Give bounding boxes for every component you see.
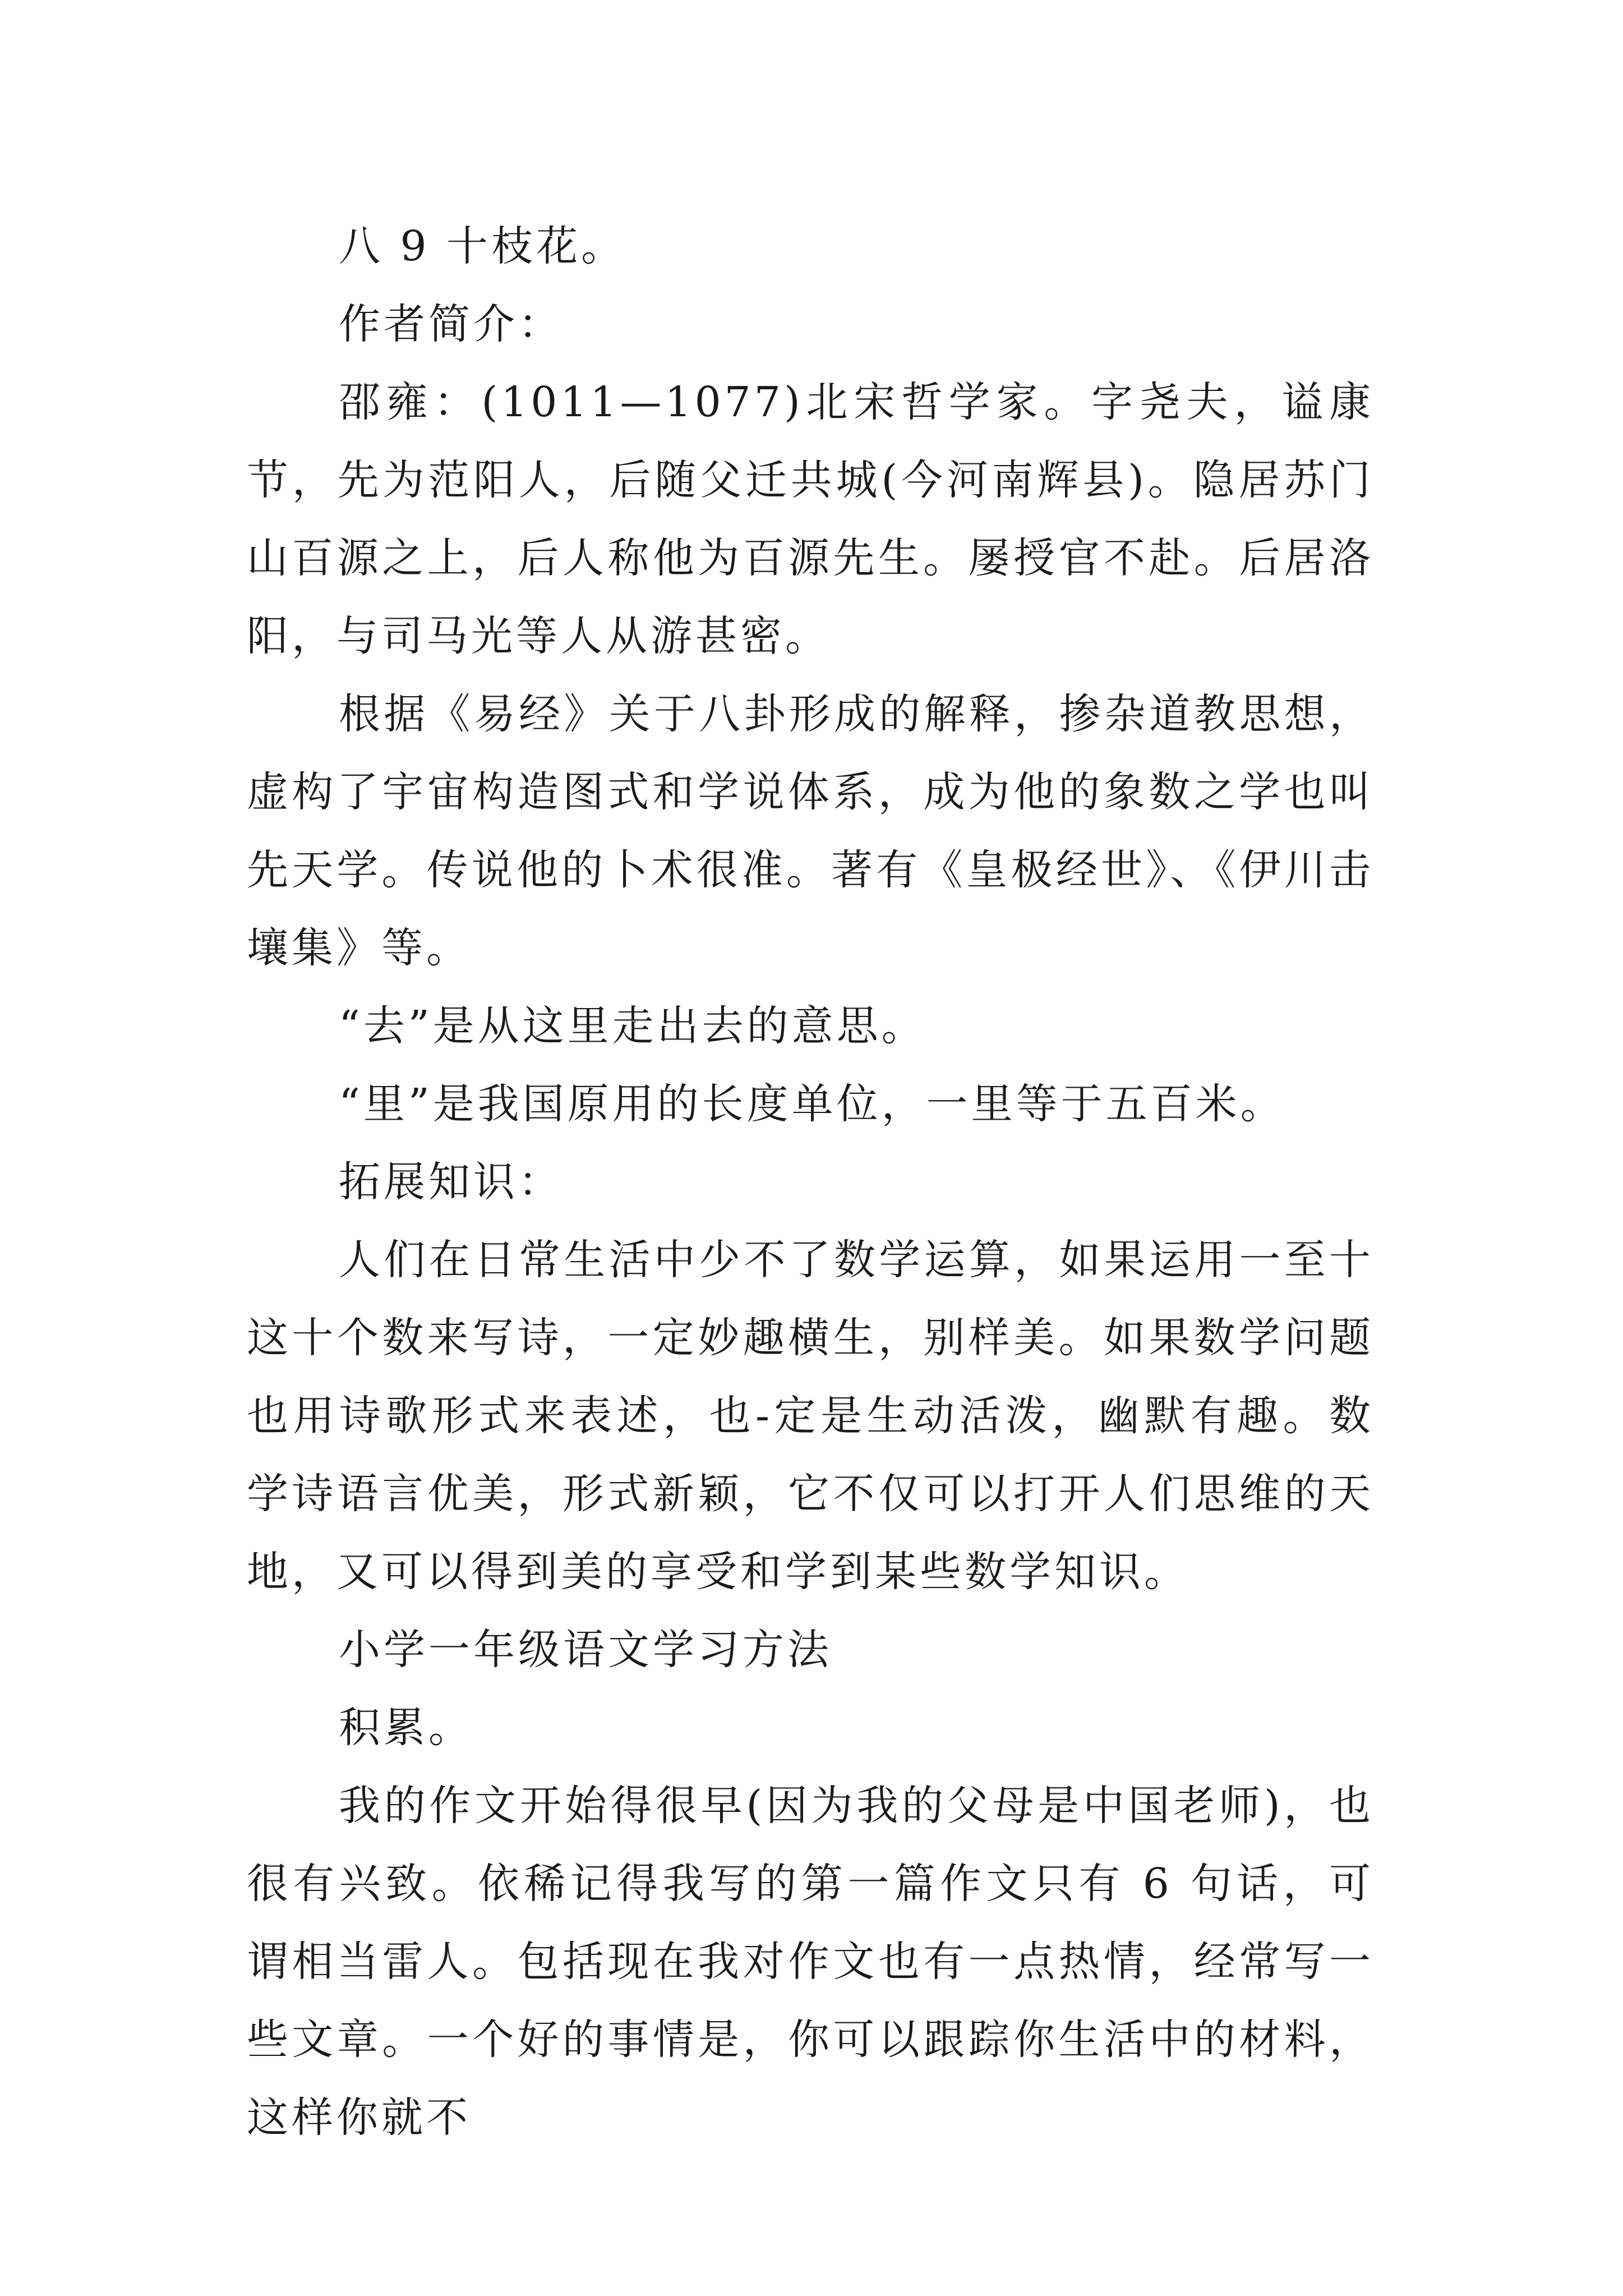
paragraph-author-bio: 邵雍：(1011—1077)北宋哲学家。字尧夫，谥康节，先为范阳人，后随父迁共城(今河南辉县)。隐居苏门山百源之上，后人称他为百源先生。屡授官不赴。后居洛阳，与司马光等人从游甚密。: [247, 378, 1374, 660]
paragraph-extended-heading: 拓展知识：: [339, 1158, 563, 1206]
paragraph-method-heading: 小学一年级语文学习方法: [339, 1626, 832, 1674]
paragraph-poem-line: 八 9 十枝花。: [339, 222, 626, 270]
paragraph-qu-meaning: “去”是从这里走出去的意思。: [339, 1002, 926, 1050]
paragraph-li-meaning: “里”是我国原用的长度单位，一里等于五百米。: [339, 1080, 1285, 1128]
document-body: [247, 208, 1374, 2157]
paragraph-extended-knowledge: 人们在日常生活中少不了数学运算，如果运用一至十这十个数来写诗，一定妙趣横生，别样美。如果数学问题也用诗歌形式来表述，也-定是生动活泼，幽默有趣。数学诗语言优美，形式新颖，它不仅可以打开人们思维的天地，又可以得到美的享受和学到某些数学知识。: [247, 1236, 1374, 1596]
paragraph-author-heading: 作者简介：: [339, 300, 563, 348]
paragraph-author-works: 根据《易经》关于八卦形成的解释，掺杂道教思想，虚构了宇宙构造图式和学说体系，成为他的象数之学也叫先天学。传说他的卜术很准。著有《皇极经世》、《伊川击壤集》等。: [247, 690, 1374, 972]
paragraph-writing-experience: 我的作文开始得很早(因为我的父母是中国老师)，也很有兴致。依稀记得我写的第一篇作文只有 6 句话，可谓相当雷人。包括现在我对作文也有一点热情，经常写一些文章。一个好的事情是，你可以跟踪你生活中的材料，这样你就不: [247, 1782, 1374, 2142]
paragraph-accumulate: 积累。: [339, 1704, 473, 1752]
